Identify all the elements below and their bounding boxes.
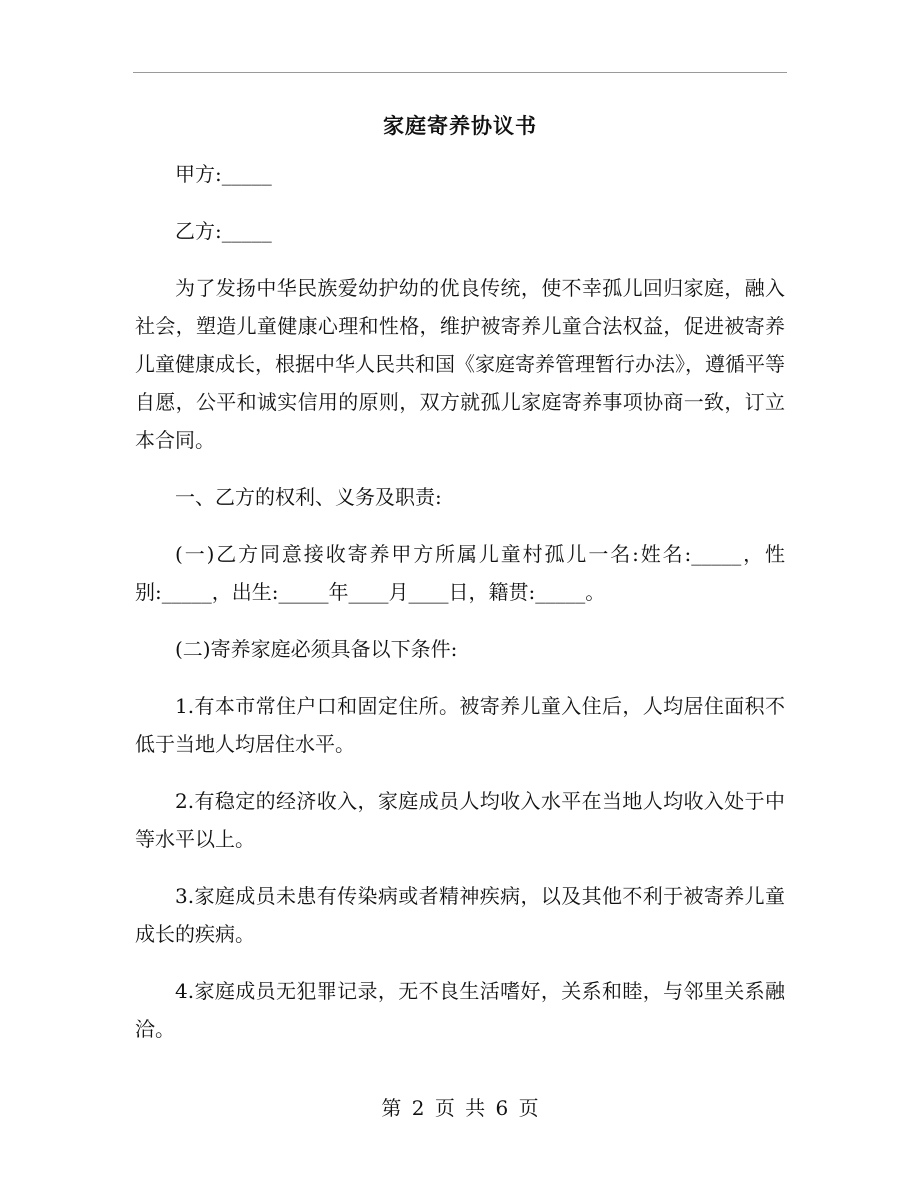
clause-1-paragraph: (一)乙方同意接收寄养甲方所属儿童村孤儿一名:姓名:_____，性别:_____，出生:_____年____月____日，籍贯:_____。 — [135, 542, 785, 604]
condition-3-paragraph: 3.家庭成员未患有传染病或者精神疾病，以及其他不利于被寄养儿童成长的疾病。 — [135, 884, 785, 946]
clause-2-heading: (二)寄养家庭必须具备以下条件: — [175, 637, 458, 661]
document-body — [135, 155, 785, 1067]
document-title: 家庭寄养协议书 — [383, 113, 537, 138]
preamble-paragraph: 为了发扬中华民族爱幼护幼的优良传统，使不幸孤儿回归家庭，融入社会，塑造儿童健康心理和性格，维护被寄养儿童合法权益，促进被寄养儿童健康成长，根据中华人民共和国《家庭寄养管理暂行办法》，遵循平等自愿，公平和诚实信用的原则，双方就孤儿家庭寄养事项协商一致，订立本合同。 — [135, 276, 785, 452]
condition-2-paragraph: 2.有稳定的经济收入，家庭成员人均收入水平在当地人均收入处于中等水平以上。 — [135, 789, 785, 851]
section-heading-rights: 一、乙方的权利、义务及职责: — [175, 485, 442, 509]
party-a-line: 甲方:_____ — [175, 162, 272, 186]
party-b-line: 乙方:_____ — [175, 219, 272, 243]
header-rule — [133, 72, 787, 73]
condition-4-paragraph: 4.家庭成员无犯罪记录，无不良生活嗜好，关系和睦，与邻里关系融洽。 — [135, 979, 785, 1041]
page-number: 第 2 页 共 6 页 — [381, 1096, 539, 1120]
condition-1-paragraph: 1.有本市常住户口和固定住所。被寄养儿童入住后，人均居住面积不低于当地人均居住水平。 — [135, 694, 785, 756]
